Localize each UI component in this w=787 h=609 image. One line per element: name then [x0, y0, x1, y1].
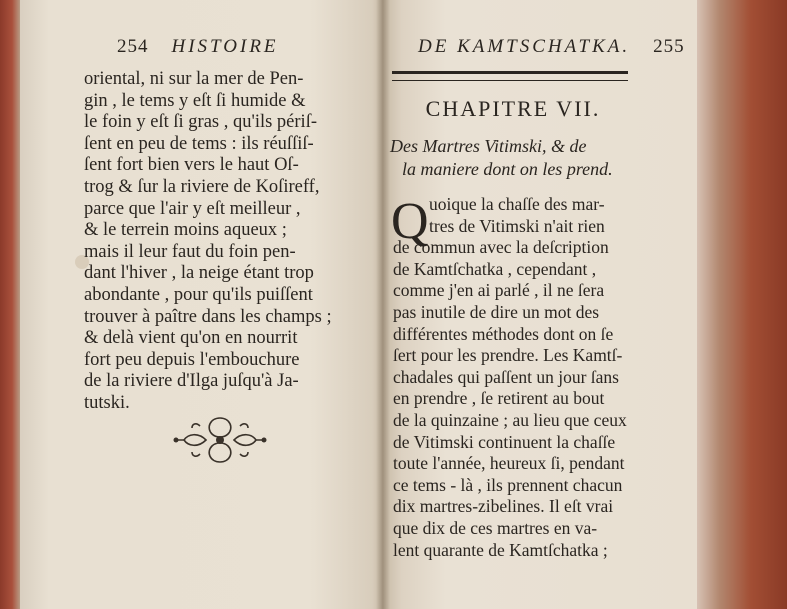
text-line: différentes méthodes dont on ſe [393, 323, 614, 344]
text-line: gin , le tems y eſt ſi humide & [84, 90, 306, 111]
header-rule [392, 71, 628, 81]
book-page-edges-right [697, 0, 787, 609]
text-line: & delà vient qu'on en nourrit [84, 328, 298, 349]
right-page-number: 255 [653, 36, 685, 57]
text-line: dix martres-zibelines. Il eſt vrai [393, 496, 614, 517]
left-page-number: 254 [117, 36, 149, 57]
text-line: ſent fort bien vers le haut Oſ- [84, 155, 299, 176]
text-line: lent quarante de Kamtſchatka ; [393, 539, 608, 560]
chapter-subtitle [390, 135, 613, 181]
text-line: dant l'hiver , la neige étant trop [84, 263, 314, 284]
left-body-text [84, 69, 332, 415]
text-line: le foin y eſt ſi gras , qu'ils périſ- [84, 112, 317, 133]
text-line: comme j'en ai parlé , il ne ſera [393, 280, 605, 301]
text-line: pas inutile de dire un mot des [393, 301, 600, 322]
text-line: tres de Vitimski n'ait rien [429, 215, 605, 236]
text-line: que dix de ces martres en va- [393, 517, 598, 538]
text-line: parce que l'air y eſt meilleur , [84, 198, 301, 219]
text-line: ſent en peu de tems : ils réuſſiſ- [84, 133, 314, 154]
subtitle-line: la maniere dont on les prend. [402, 159, 613, 179]
text-line: ce tems - là , ils prennent chacun [393, 474, 623, 495]
text-line: tutski. [84, 392, 130, 413]
chapter-title: CHAPITRE VII. [425, 96, 601, 121]
right-running-head [418, 36, 685, 58]
text-line: mais il leur faut du foin pen- [84, 241, 296, 262]
text-line: & le terrein moins aqueux ; [84, 220, 287, 241]
book-gutter [376, 0, 390, 609]
drop-cap: Q [391, 193, 429, 250]
text-line: trouver à paître dans les champs ; [84, 306, 332, 327]
text-line: de la riviere d'Ilga juſqu'à Ja- [84, 371, 299, 392]
text-line: en prendre , ſe retirent au bout [393, 388, 605, 409]
text-line: uoique la chaſſe des mar- [429, 194, 605, 214]
text-line: fort peu depuis l'embouchure [84, 349, 300, 370]
text-line: abondante , pour qu'ils puiſſent [84, 284, 313, 305]
text-line: de commun avec la deſcription [393, 237, 609, 258]
left-running-title: HISTOIRE [171, 36, 279, 57]
text-line: ſert pour les prendre. Les Kamtſ- [393, 345, 623, 366]
left-running-head [117, 36, 279, 58]
book-cover-edge-left [0, 0, 20, 609]
subtitle-line: Des Martres Vitimski, & de [390, 136, 587, 156]
text-line: de Kamtſchatka , cependant , [393, 258, 597, 279]
text-line: de la quinzaine ; au lieu que ceux [393, 409, 627, 430]
right-body-text [393, 194, 627, 561]
right-running-title: DE KAMTSCHATKA. [418, 36, 631, 57]
text-line: chadales qui paſſent un jour ſans [393, 366, 619, 387]
text-line: oriental, ni sur la mer de Pen- [84, 69, 304, 89]
text-line: toute l'année, heureux ſi, pendant [393, 453, 625, 474]
text-line: trog & ſur la riviere de Koſireff, [84, 176, 320, 197]
text-line: de Vitimski continuent la chaſſe [393, 431, 616, 452]
floral-ornament-icon [170, 412, 270, 468]
